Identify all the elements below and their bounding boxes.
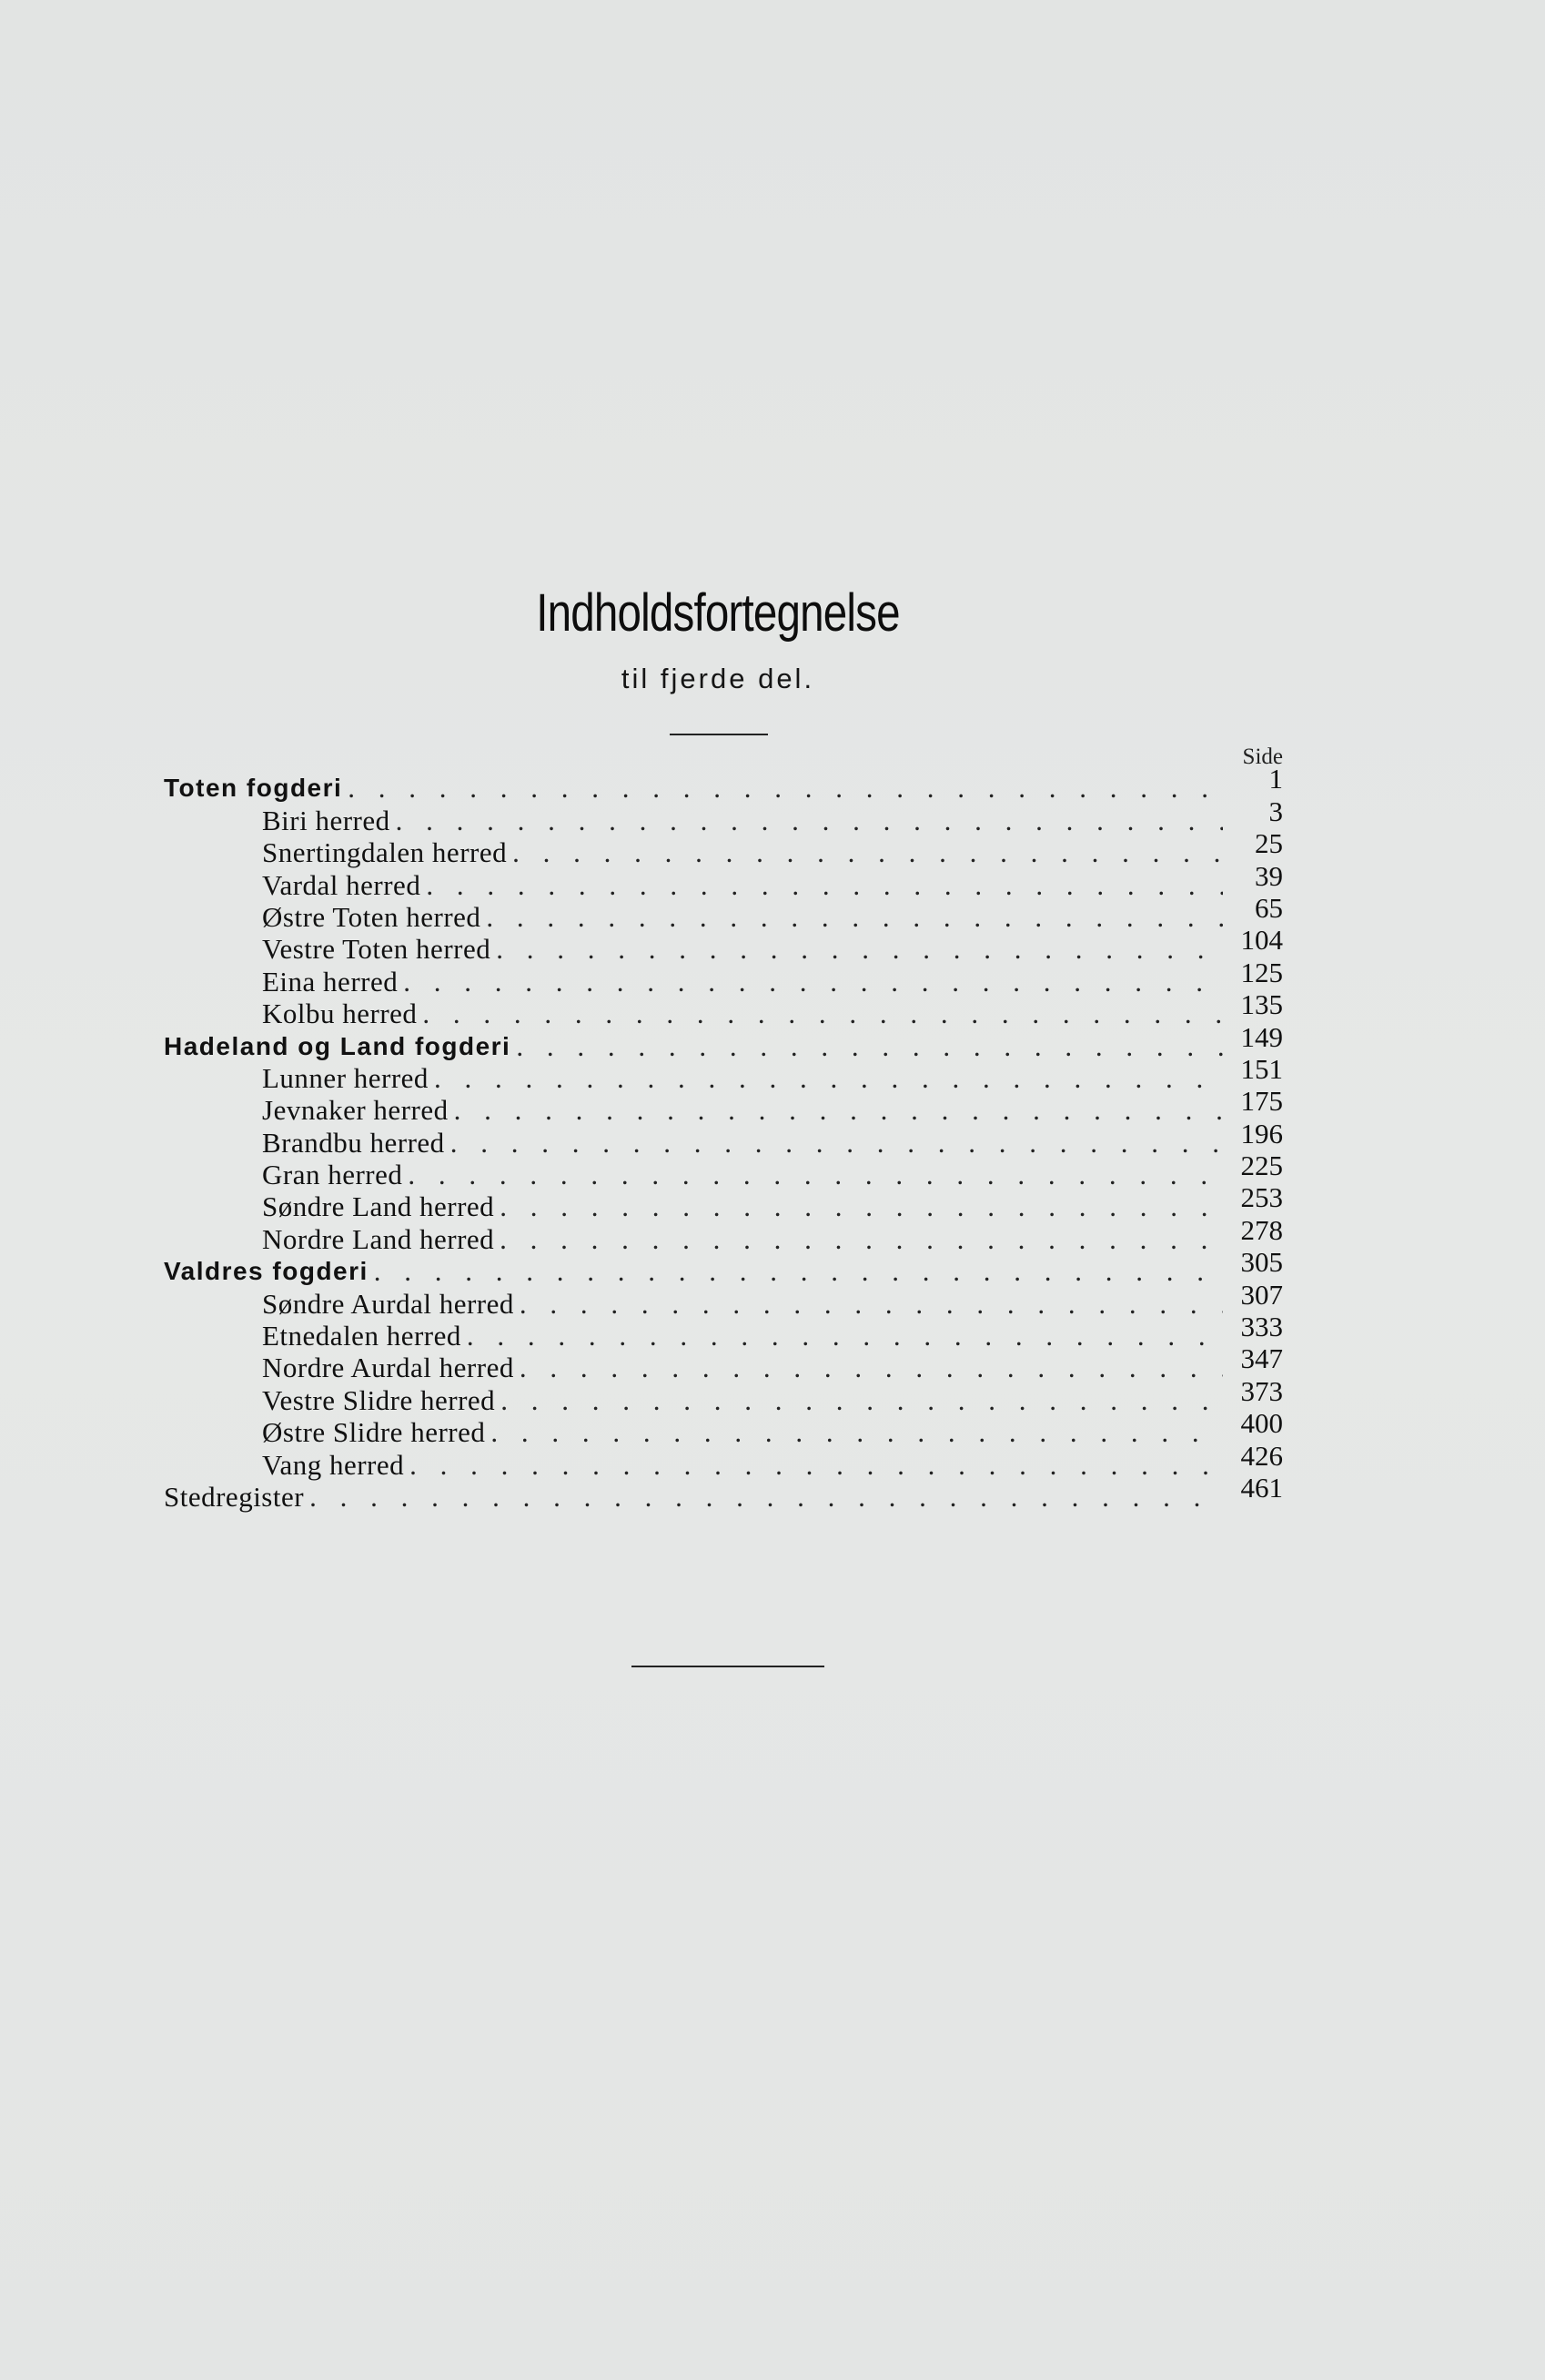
toc-entry-label: Vang herred bbox=[262, 1448, 405, 1481]
dot-leader bbox=[512, 836, 1223, 868]
toc-entry-label: Stedregister bbox=[164, 1480, 305, 1513]
toc-entry-label: Etnedalen herred bbox=[262, 1320, 461, 1352]
dot-leader bbox=[450, 1127, 1223, 1159]
dot-leader bbox=[309, 1481, 1223, 1513]
toc-entry bbox=[164, 1342, 1283, 1384]
toc-entry bbox=[164, 1149, 1283, 1191]
toc-entry-page-number: 175 bbox=[1240, 1085, 1283, 1118]
toc-entry-page-number: 65 bbox=[1255, 891, 1283, 924]
toc-entry-label: Nordre Land herred bbox=[262, 1222, 495, 1255]
toc-entry bbox=[164, 1181, 1283, 1223]
dot-leader bbox=[409, 1449, 1223, 1481]
table-of-contents bbox=[164, 763, 1283, 1513]
toc-entry-label: Søndre Aurdal herred bbox=[262, 1287, 514, 1320]
toc-entry-page-number: 307 bbox=[1240, 1278, 1283, 1311]
column-header-side: Side bbox=[1242, 744, 1283, 769]
toc-entry bbox=[164, 956, 1283, 998]
toc-entry-label: Østre Toten herred bbox=[262, 900, 481, 933]
toc-entry-label: Toten fogderi bbox=[164, 774, 343, 803]
dot-leader bbox=[500, 1384, 1223, 1416]
toc-entry bbox=[164, 988, 1283, 1030]
toc-entry-label: Vestre Slidre herred bbox=[262, 1383, 496, 1416]
toc-entry-page-number: 278 bbox=[1240, 1213, 1283, 1246]
toc-entry bbox=[164, 795, 1283, 836]
toc-entry-label: Østre Slidre herred bbox=[262, 1416, 486, 1449]
toc-entry-page-number: 196 bbox=[1240, 1117, 1283, 1149]
toc-entry-page-number: 400 bbox=[1240, 1407, 1283, 1440]
toc-entry-page-number: 151 bbox=[1240, 1052, 1283, 1085]
toc-entry-label: Søndre Land herred bbox=[262, 1190, 495, 1223]
toc-entry-label: Lunner herred bbox=[262, 1061, 429, 1094]
toc-entry-page-number: 347 bbox=[1240, 1342, 1283, 1375]
dot-leader bbox=[396, 805, 1223, 836]
toc-entry bbox=[164, 1374, 1283, 1416]
dot-leader bbox=[403, 966, 1223, 998]
toc-entry-label: Brandbu herred bbox=[262, 1126, 445, 1159]
toc-entry-label: Valdres fogderi bbox=[164, 1257, 369, 1286]
dot-leader bbox=[454, 1094, 1223, 1126]
toc-entry-label: Nordre Aurdal herred bbox=[262, 1352, 514, 1384]
toc-entry-page-number: 461 bbox=[1240, 1471, 1283, 1504]
toc-entry-page-number: 3 bbox=[1268, 795, 1283, 827]
toc-entry bbox=[164, 1246, 1283, 1287]
dot-leader bbox=[348, 772, 1223, 804]
toc-entry bbox=[164, 1085, 1283, 1127]
toc-entry-page-number: 225 bbox=[1240, 1149, 1283, 1182]
toc-entry bbox=[164, 1020, 1283, 1061]
divider-rule-bottom bbox=[631, 1666, 824, 1667]
divider-rule-top bbox=[670, 734, 768, 735]
dot-leader bbox=[426, 869, 1223, 901]
toc-entry-label: Snertingdalen herred bbox=[262, 836, 508, 869]
toc-entry bbox=[164, 827, 1283, 869]
toc-entry bbox=[164, 924, 1283, 966]
toc-entry-page-number: 305 bbox=[1240, 1246, 1283, 1279]
dot-leader bbox=[486, 901, 1223, 933]
dot-leader bbox=[434, 1062, 1223, 1094]
toc-entry-page-number: 333 bbox=[1240, 1311, 1283, 1343]
toc-entry-label: Gran herred bbox=[262, 1159, 403, 1191]
toc-entry-page-number: 373 bbox=[1240, 1374, 1283, 1407]
toc-entry-page-number: 125 bbox=[1240, 956, 1283, 988]
toc-entry bbox=[164, 1407, 1283, 1449]
toc-entry bbox=[164, 1117, 1283, 1159]
dot-leader bbox=[500, 1223, 1223, 1255]
dot-leader bbox=[496, 933, 1223, 965]
dot-leader bbox=[467, 1320, 1223, 1352]
toc-entry-label: Jevnaker herred bbox=[262, 1094, 449, 1127]
dot-leader bbox=[422, 998, 1223, 1029]
toc-entry bbox=[164, 1311, 1283, 1352]
toc-entry bbox=[164, 1213, 1283, 1255]
page-title: Indholdsfortegnelse bbox=[536, 583, 900, 643]
toc-entry bbox=[164, 1278, 1283, 1320]
toc-entry-label: Vestre Toten herred bbox=[262, 933, 491, 966]
toc-entry-page-number: 149 bbox=[1240, 1020, 1283, 1053]
dot-leader bbox=[490, 1416, 1223, 1448]
dot-leader bbox=[500, 1190, 1223, 1222]
page-subtitle: til fjerde del. bbox=[621, 663, 815, 694]
toc-entry-page-number: 1 bbox=[1268, 763, 1283, 795]
dot-leader bbox=[520, 1288, 1223, 1320]
toc-entry bbox=[164, 1471, 1283, 1513]
toc-entry-label: Kolbu herred bbox=[262, 998, 418, 1030]
toc-entry bbox=[164, 859, 1283, 901]
dot-leader bbox=[520, 1352, 1223, 1383]
toc-entry-page-number: 25 bbox=[1255, 827, 1283, 860]
toc-entry-page-number: 39 bbox=[1255, 859, 1283, 892]
toc-entry bbox=[164, 763, 1283, 804]
toc-entry bbox=[164, 1439, 1283, 1481]
toc-entry-page-number: 426 bbox=[1240, 1439, 1283, 1472]
toc-entry bbox=[164, 891, 1283, 933]
dot-leader bbox=[374, 1255, 1223, 1287]
toc-entry-label: Vardal herred bbox=[262, 868, 421, 901]
dot-leader bbox=[516, 1030, 1223, 1062]
toc-entry-page-number: 104 bbox=[1240, 924, 1283, 957]
toc-entry bbox=[164, 1052, 1283, 1094]
dot-leader bbox=[408, 1159, 1223, 1190]
toc-entry-label: Biri herred bbox=[262, 804, 390, 836]
toc-entry-page-number: 135 bbox=[1240, 988, 1283, 1021]
toc-entry-label: Eina herred bbox=[262, 965, 399, 998]
toc-entry-label: Hadeland og Land fogderi bbox=[164, 1031, 511, 1060]
toc-entry-page-number: 253 bbox=[1240, 1181, 1283, 1214]
